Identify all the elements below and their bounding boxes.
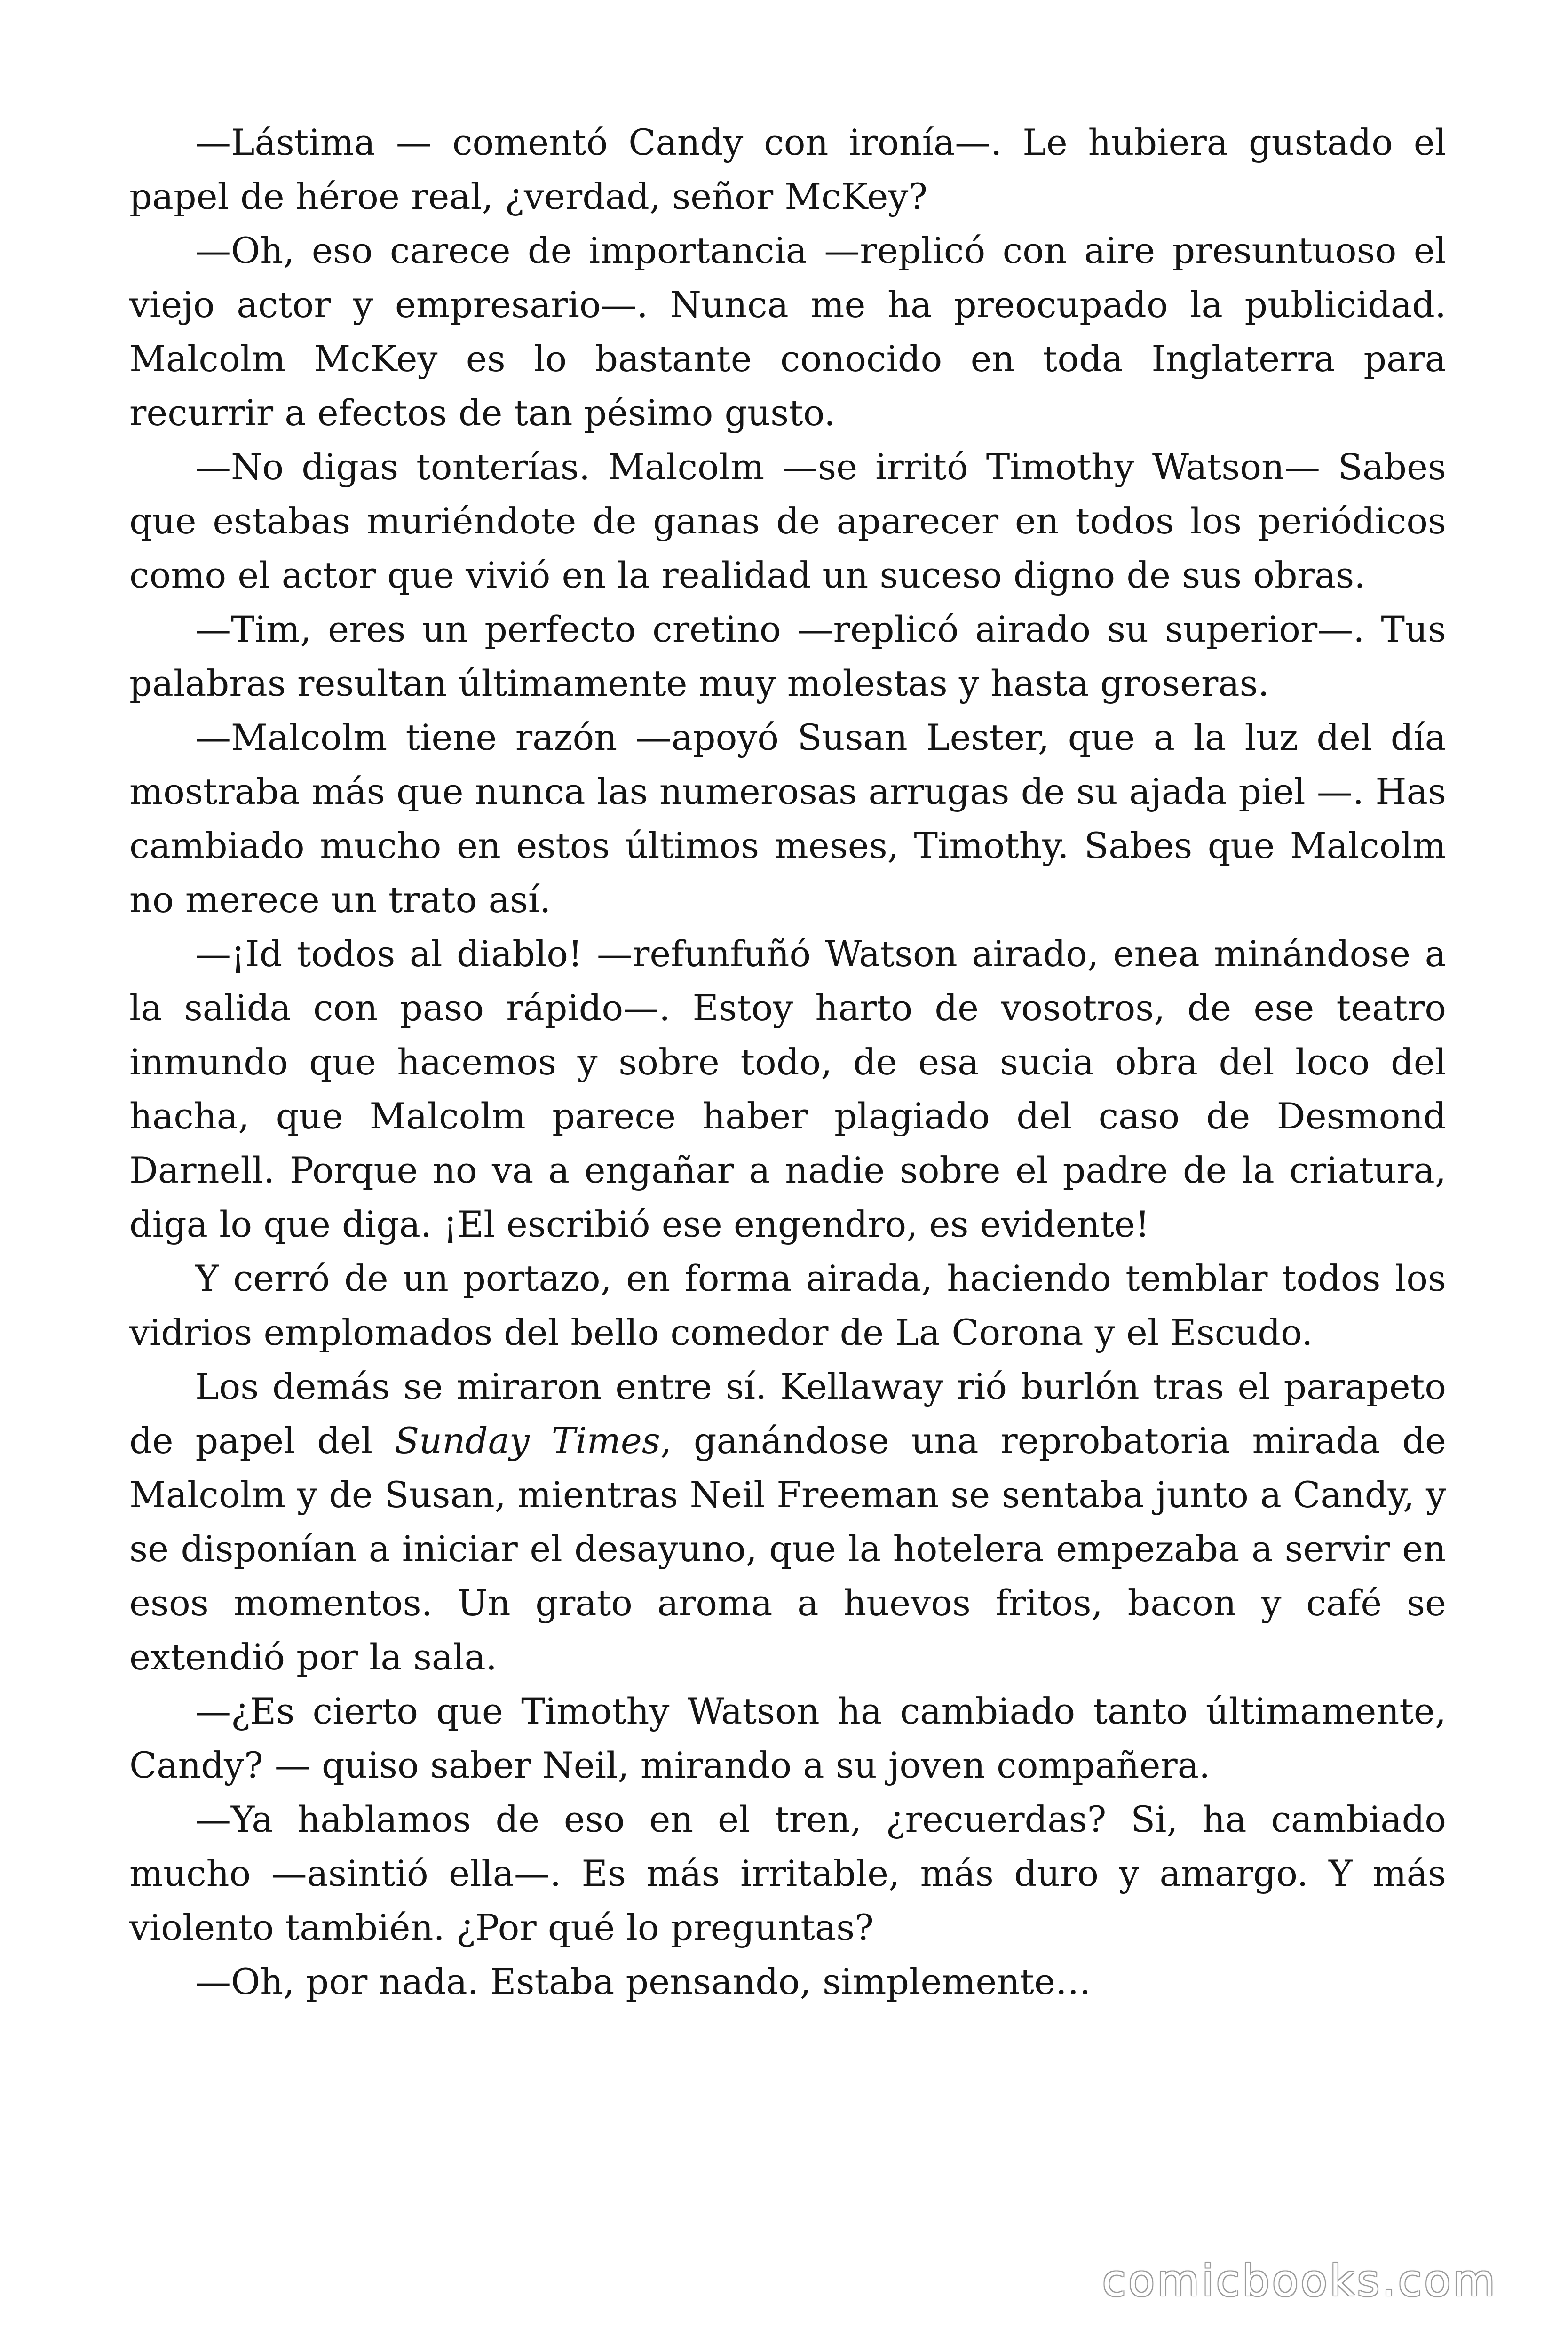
paragraph-10: —Ya hablamos de eso en el tren, ¿recuerdas? Si, ha cambiado mucho —asintió ella—. Es más irritable, más duro y amargo. Y más violento también. ¿Por qué lo preguntas? (129, 1798, 1446, 1948)
paragraph-9: —¿Es cierto que Timothy Watson ha cambiado tanto últimamente, Candy? — quiso saber Neil, mirando a su joven compañera. (129, 1690, 1446, 1786)
paragraph-1: —Lástima — comentó Candy con ironía—. Le hubiera gustado el papel de héroe real, ¿verdad, señor McKey? (129, 121, 1446, 217)
paragraph-4: —Tim, eres un perfecto cretino —replicó airado su superior—. Tus palabras resultan últimamente muy molestas y hasta groseras. (129, 608, 1446, 704)
paragraph-7: Y cerró de un portazo, en forma airada, haciendo temblar todos los vidrios emplomados del bello comedor de La Corona y el Escudo. (129, 1257, 1446, 1353)
paragraph-8 (129, 1359, 1446, 1684)
newspaper-title: Sunday Times (395, 1420, 660, 1462)
paragraph-5: —Malcolm tiene razón —apoyó Susan Lester, que a la luz del día mostraba más que nunca las numerosas arrugas de su ajada piel —. Has cambiado mucho en estos últimos meses, Timothy. Sabes que Malcolm no merece un trato así. (129, 716, 1446, 921)
paragraph-8-end: , ganándose una reprobatoria mirada de Malcolm y de Susan, mientras Neil Freeman se sentaba junto a Candy, y se disponían a iniciar el desayuno, que la hotelera empezaba a servir en esos momentos. Un grato aroma a huevos fritos, bacon y café se extendió por la sala. (129, 1420, 1446, 1678)
page-body (129, 115, 1446, 2009)
paragraph-6: —¡Id todos al diablo! —refunfuñó Watson airado, enea minándose a la salida con paso rápido—. Estoy harto de vosotros, de ese teatro inmundo que hacemos y sobre todo, de esa sucia obra del loco del hacha, que Malcolm parece haber plagiado del caso de Desmond Darnell. Porque no va a engañar a nadie sobre el padre de la criatura, diga lo que diga. ¡El escribió ese engendro, es evidente! (129, 933, 1446, 1245)
paragraph-8-start: Los demás se miraron entre sí. Kellaway rió burlón tras el parapeto de papel del (129, 1366, 1446, 1462)
paragraph-3: —No digas tonterías. Malcolm —se irritó Timothy Watson— Sabes que estabas muriéndote de ganas de aparecer en todos los periódicos como el actor que vivió en la realidad un suceso digno de sus obras. (129, 446, 1446, 596)
watermark: comicbooks.com (1102, 2256, 1497, 2306)
paragraph-2: —Oh, eso carece de importancia —replicó con aire presuntuoso el viejo actor y empresario—. Nunca me ha preocupado la publicidad. Malcolm McKey es lo bastante conocido en toda Inglaterra para recurrir a efectos de tan pésimo gusto. (129, 230, 1446, 434)
paragraph-11: —Oh, por nada. Estaba pensando, simplemente… (195, 1961, 1091, 2002)
